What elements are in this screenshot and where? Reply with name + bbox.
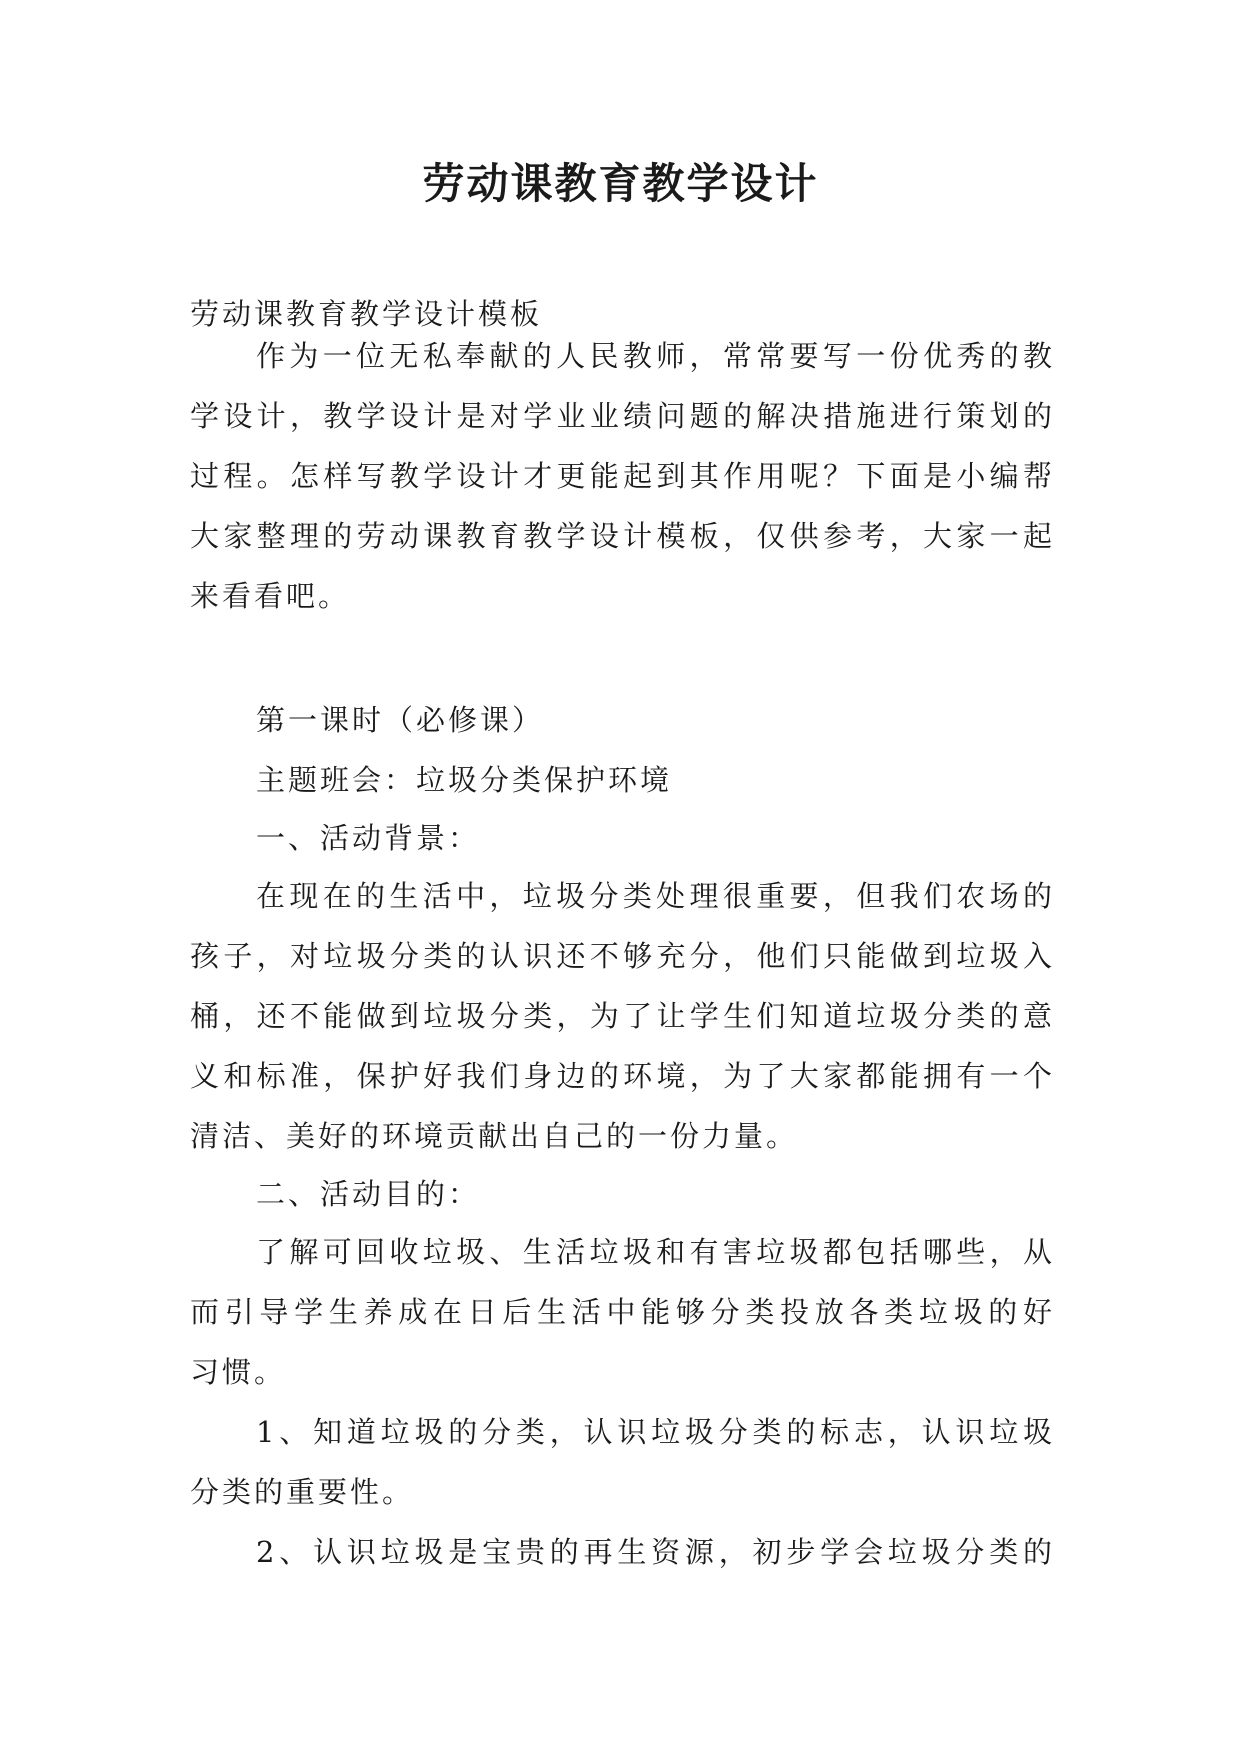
intro-line: 作为一位无私奉献的人民教师，常常要写一份优秀的教 bbox=[256, 339, 1052, 373]
background-line: 在现在的生活中，垃圾分类处理很重要，但我们农场的 bbox=[256, 879, 1052, 913]
intro-line: 过程。怎样写教学设计才更能起到其作用呢？下面是小编帮 bbox=[190, 459, 1052, 493]
section-heading: 二、活动目的： bbox=[256, 1177, 481, 1211]
background-line: 孩子，对垃圾分类的认识还不够充分，他们只能做到垃圾入 bbox=[190, 939, 1052, 973]
goal-line: 分类的重要性。 bbox=[190, 1475, 415, 1509]
purpose-line: 了解可回收垃圾、生活垃圾和有害垃圾都包括哪些，从 bbox=[256, 1235, 1052, 1269]
lesson-heading: 第一课时（必修课） bbox=[256, 703, 545, 737]
intro-line: 学设计，教学设计是对学业业绩问题的解决措施进行策划的 bbox=[190, 399, 1052, 433]
theme-line: 主题班会：垃圾分类保护环境 bbox=[256, 763, 673, 797]
document-subtitle: 劳动课教育教学设计模板 bbox=[190, 297, 543, 331]
background-line: 清洁、美好的环境贡献出自己的一份力量。 bbox=[190, 1119, 799, 1153]
section-heading: 一、活动背景： bbox=[256, 821, 481, 855]
purpose-line: 而引导学生养成在日后生活中能够分类投放各类垃圾的好 bbox=[190, 1295, 1052, 1329]
document-title: 劳动课教育教学设计 bbox=[422, 159, 819, 208]
goal-line: 2、认识垃圾是宝贵的再生资源，初步学会垃圾分类的 bbox=[256, 1535, 1052, 1569]
goal-line: 1、知道垃圾的分类，认识垃圾分类的标志，认识垃圾 bbox=[256, 1415, 1052, 1449]
background-line: 桶，还不能做到垃圾分类，为了让学生们知道垃圾分类的意 bbox=[190, 999, 1052, 1033]
background-line: 义和标准，保护好我们身边的环境，为了大家都能拥有一个 bbox=[190, 1059, 1052, 1093]
intro-line: 来看看吧。 bbox=[190, 579, 351, 613]
intro-line: 大家整理的劳动课教育教学设计模板，仅供参考，大家一起 bbox=[190, 519, 1052, 553]
purpose-line: 习惯。 bbox=[190, 1355, 287, 1389]
